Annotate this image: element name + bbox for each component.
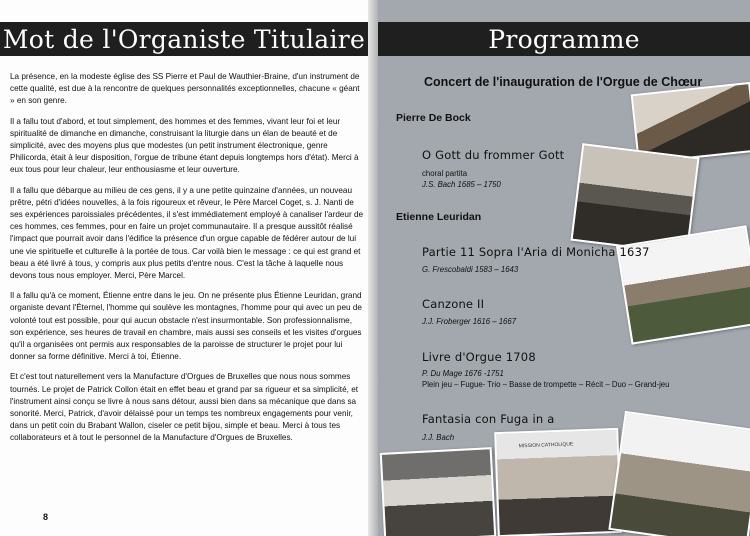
work-title: Partie 11 Sopra l'Aria di Monicha 1637	[422, 245, 650, 259]
work-title: Fantasia con Fuga in a	[422, 412, 555, 426]
photo-children	[380, 447, 497, 536]
photo-chapel	[608, 411, 750, 536]
work-composer: G. Frescobaldi 1583 – 1643	[422, 265, 519, 274]
paragraph-3: Il a fallu que débarque au milieu de ces gens, il y a une petite quinzaine d'années, un nouveau prêtre, pétri d'idées nouvelles, à la fois rigoureux et rêveur, le Père Marcel Coget, s. J. Nanti de ses expériences paroissiales précédentes, il s'est immédiatement employé à canaliser l'ardeur de ces hommes, ces femmes, pour en faire un projet communautaire. Il a presque aussitôt réalisé l'impact que pourrait avoir dans l'édifice la présence d'un orgue capable de fédérer autour de lui une vie spirituelle et culturelle à la portée de tous. Car voilà bien le message : ce qui est grand et beau a été livré à tous, y compris aux plus petits d'entre nous. C'est la tâche à laquelle nous devons tous nous employer. Merci, Père Marcel.	[10, 185, 364, 281]
work-title: Livre d'Orgue 1708	[422, 350, 536, 364]
performer-name: Etienne Leuridan	[396, 211, 482, 223]
photo-mission-school	[494, 428, 622, 536]
mission-sign: MISSION CATHOLIQUE	[518, 441, 574, 450]
page-number: 8	[43, 512, 49, 522]
work-title: O Gott du frommer Gott	[422, 148, 565, 162]
paragraph-5: Et c'est tout naturellement vers la Manufacture d'Orgues de Bruxelles que nous nous sommes tournés. Le projet de Patrick Collon était en effet beau et grand par sa rigueur et sa simplicité, et l'instrument ainsi conçu se livre à nous sans détour, aussi bien dans sa mécanique que dans sa sonorité. Merci, Patrick, d'avoir délaissé pour un temps tes nombreux engagements pour venir, dans un petit coin du Brabant Wallon, ciseler ce petit bijou, simple et beau. Merci à tous tes collaborateurs et à tout le personnel de la Manufacture d'Orgues de Bruxelles.	[10, 372, 359, 443]
right-page-title: Programme	[378, 22, 750, 56]
paragraph-2: Il a fallu tout d'abord, et tout simplement, des hommes et des femmes, vivant leur foi et leur spiritualité de dimanche en dimanche, construisant la liturgie dans un élan de beauté et de simplicité, avec des moyens plus que modestes (un petit instrument électronique, genre Philicorda, était à leur disposition, l'orgue de tribune étant depuis longtemps hors d'état). Merci à eux tous pour leur chaleur, leur enthousiasme et leur ouverture.	[10, 116, 359, 175]
work-composer: J.J. Bach	[422, 433, 455, 442]
work-composer: J.J. Froberger 1616 – 1667	[422, 317, 517, 326]
paragraph-4: Il a fallu qu'à ce moment, Étienne entre dans le jeu. On ne présente plus Étienne Leuridan, grand organiste devant l'Éternel, l'homme qui soulève les montagnes, l'homme pour qui avec un peu de volonté tout est possible, pour qui aucun obstacle n'est insurmontable. Son professionnalisme, son expérience, ses heures de travail en chambre, mais aussi ses conseils et les visites d'orgues qu'il a organisées ont permis aux responsables de la paroisse de structurer le projet pour lui donner sa forme définitive. Merci à toi, Étienne.	[10, 291, 362, 362]
paragraph-1: La présence, en la modeste église des SS Pierre et Paul de Wauthier-Braine, d'un instrument de cette qualité, est due à la rencontre de quelques personnalités exceptionnelles, chacune « géant » en son genre.	[10, 72, 360, 106]
work-composer: P. Du Mage 1676 -1751	[422, 369, 504, 378]
right-page	[378, 0, 750, 536]
left-page-title: Mot de l'Organiste Titulaire	[0, 22, 368, 56]
intro-text	[10, 71, 366, 453]
performer-name: Pierre De Bock	[396, 112, 471, 124]
work-detail: Plein jeu – Fugue- Trio – Basse de trompette – Récit – Duo – Grand-jeu	[422, 380, 670, 389]
photo-building	[616, 225, 750, 344]
work-title: Canzone II	[422, 297, 485, 311]
work-detail: choral partita	[422, 169, 468, 178]
work-composer: J.S. Bach 1685 – 1750	[422, 180, 501, 189]
concert-title: Concert de l'inauguration de l'Orgue de Chœur	[424, 75, 703, 89]
